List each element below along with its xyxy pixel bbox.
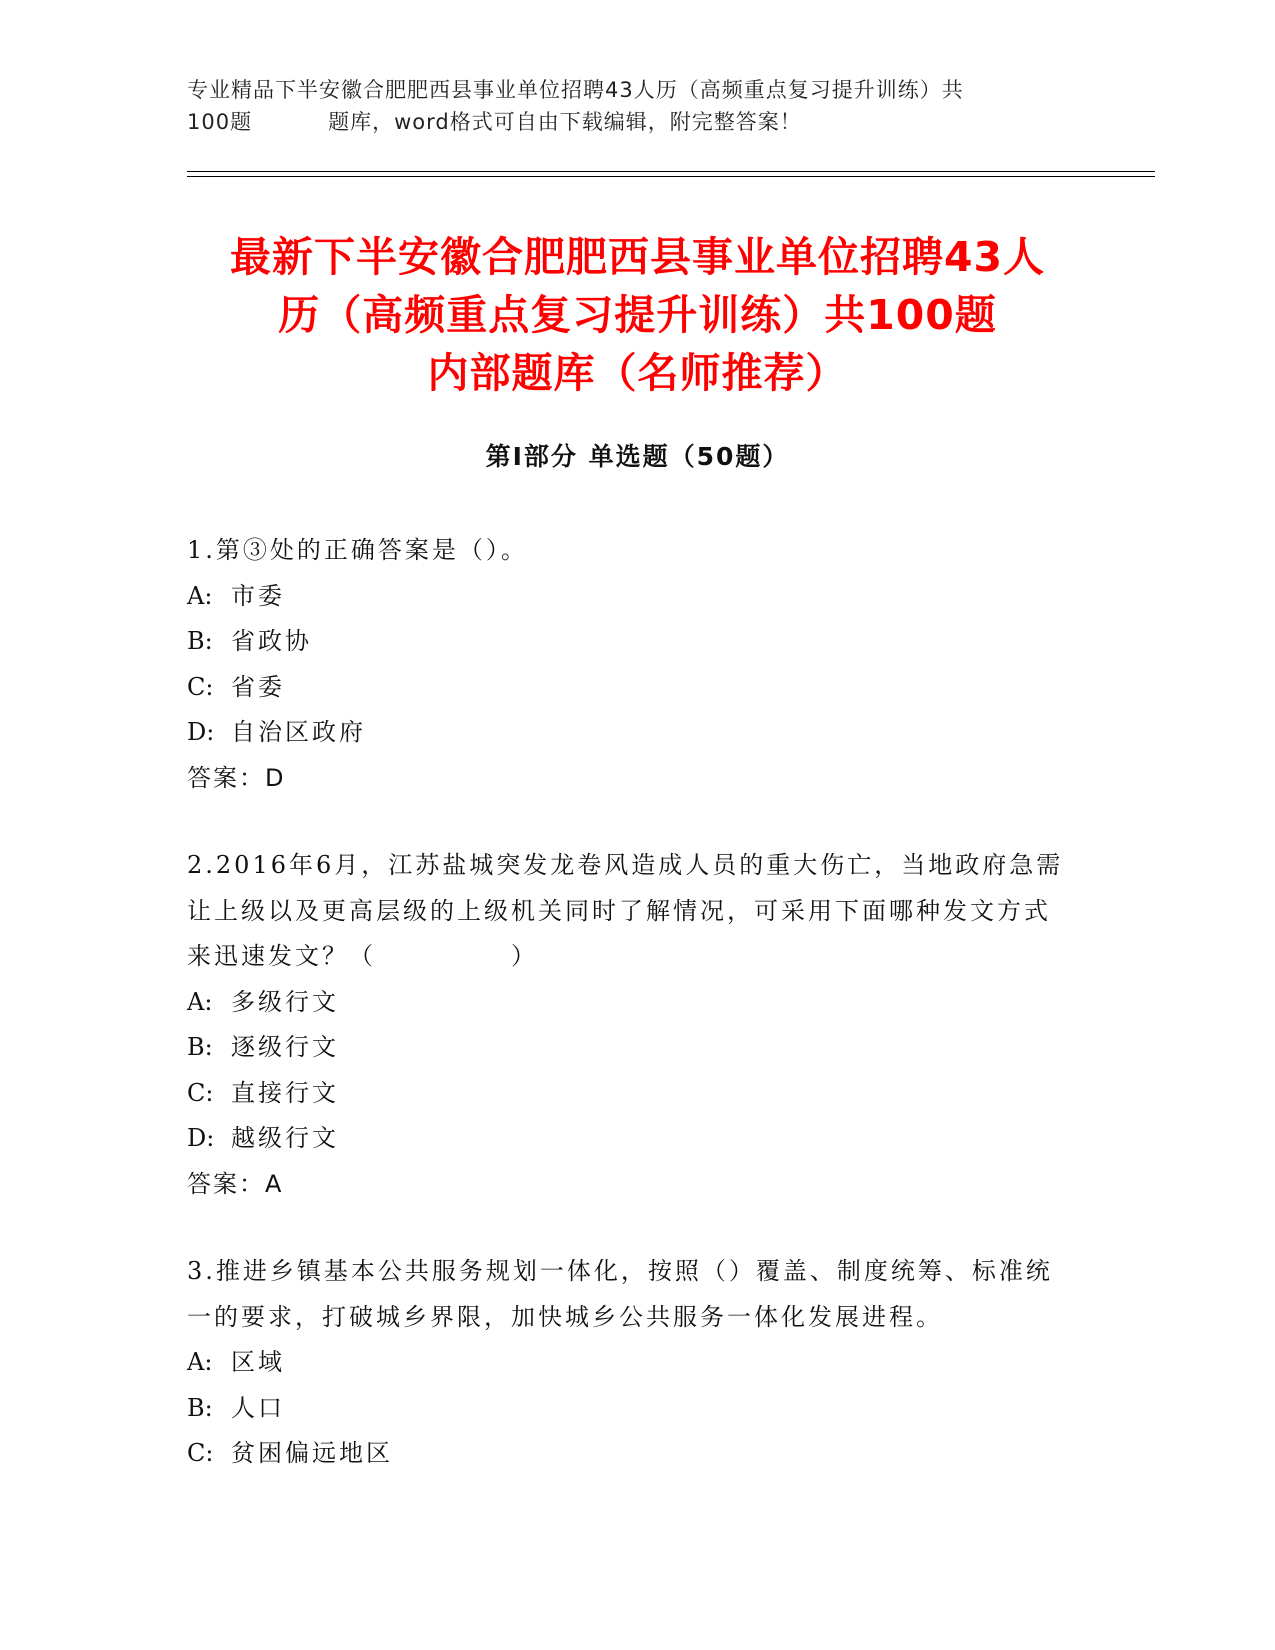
option-text: 省政协 [231, 627, 312, 655]
option-text: 多级行文 [231, 987, 339, 1016]
option-c [187, 1071, 1067, 1117]
option-b [187, 1386, 1067, 1432]
document-title-line3: 内部题库（名师推荐） [427, 349, 848, 397]
header-note-line2-left: 100题 [187, 110, 253, 134]
header-note-line2-right: 题库，word格式可自由下载编辑，附完整答案！ [328, 110, 802, 134]
question-stem: 3.推进乡镇基本公共服务规划一体化，按照（）覆盖、制度统筹、标准统一的要求，打破城乡界限，加快城乡公共服务一体化发展进程。 [187, 1257, 1053, 1331]
option-key: B: [187, 1033, 213, 1061]
option-key: D: [187, 718, 215, 746]
question-stem: 2.2016年6月，江苏盐城突发龙卷风造成人员的重大伤亡，当地政府急需让上级以及更高层级的上级机关同时了解情况，可采用下面哪种发文方式来迅速发文？（ ） [187, 851, 1064, 970]
option-d [187, 710, 1067, 756]
answer-line: 答案：D [187, 763, 286, 792]
option-a [187, 574, 1067, 620]
option-key: D: [187, 1124, 215, 1152]
question-2 [187, 843, 1067, 1207]
option-a [187, 1340, 1067, 1386]
option-key: B: [187, 627, 213, 655]
option-key: A: [187, 1348, 213, 1376]
option-text: 自治区政府 [231, 718, 366, 746]
header-note [187, 74, 1087, 138]
option-key: A: [187, 581, 213, 610]
option-text: 区域 [231, 1348, 285, 1376]
question-1 [187, 528, 1067, 801]
document-title [150, 228, 1125, 402]
option-b [187, 1025, 1067, 1071]
option-key: C: [187, 1439, 214, 1467]
question-3 [187, 1249, 1067, 1477]
option-key: A: [187, 987, 213, 1016]
option-text: 市委 [231, 581, 285, 610]
option-text: 直接行文 [231, 1078, 339, 1107]
option-c [187, 1431, 1067, 1477]
header-note-line2 [187, 106, 1087, 138]
option-a [187, 980, 1067, 1026]
document-title-line2: 历（高频重点复习提升训练）共100题 [278, 291, 997, 339]
option-text: 人口 [231, 1393, 285, 1422]
question-stem: 1.第③处的正确答案是（）。 [187, 536, 528, 564]
answer-line: 答案：A [187, 1169, 284, 1198]
option-text: 越级行文 [231, 1124, 339, 1152]
option-key: C: [187, 672, 214, 701]
question-list [187, 528, 1067, 1519]
header-divider-bottom [187, 176, 1155, 177]
option-text: 省委 [231, 672, 285, 701]
option-key: B: [187, 1393, 213, 1422]
option-b [187, 619, 1067, 665]
option-d [187, 1116, 1067, 1162]
header-note-line1: 专业精品下半安徽合肥肥西县事业单位招聘43人历（高频重点复习提升训练）共 [187, 78, 964, 102]
header-divider-top [187, 171, 1155, 172]
document-title-line1: 最新下半安徽合肥肥西县事业单位招聘43人 [229, 233, 1046, 281]
section-heading: 第Ⅰ部分 单选题（50题） [485, 442, 790, 471]
option-key: C: [187, 1078, 214, 1107]
option-text: 逐级行文 [231, 1033, 339, 1061]
option-c [187, 665, 1067, 711]
option-text: 贫困偏远地区 [231, 1439, 393, 1467]
